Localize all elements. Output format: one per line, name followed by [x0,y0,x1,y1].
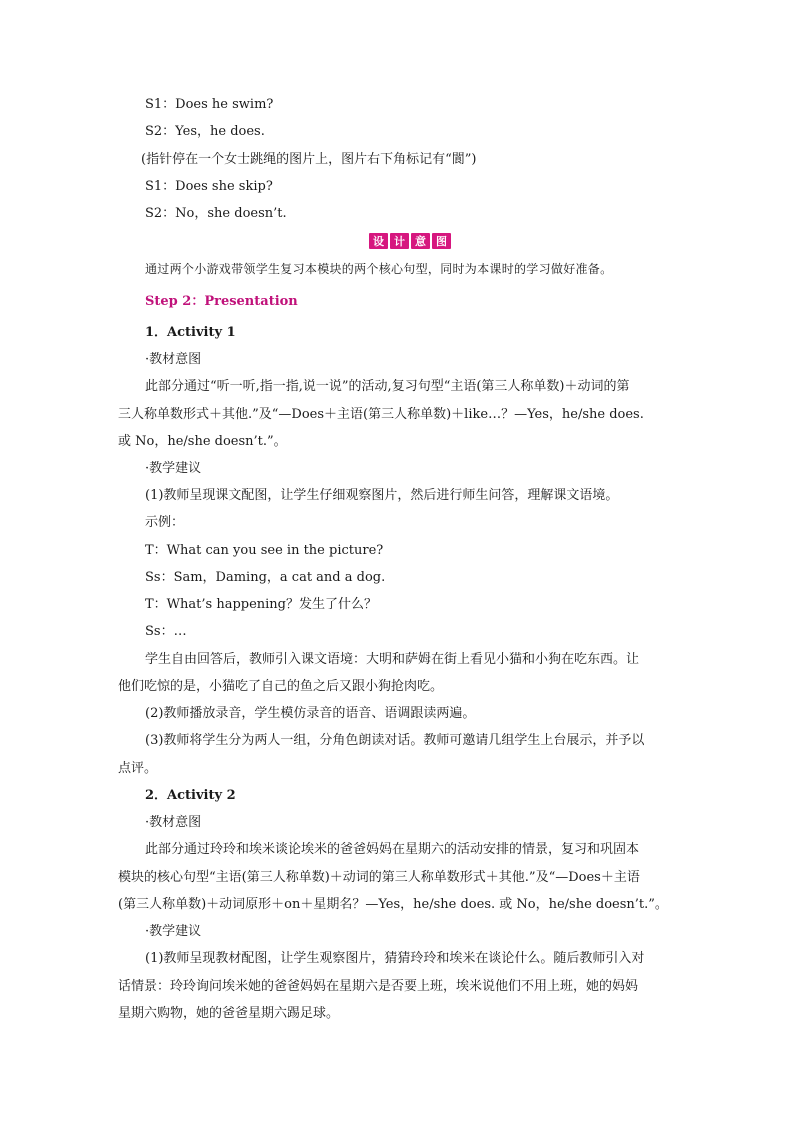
badge-char: 意 [411,233,430,249]
example-label: 示例： [145,515,185,530]
activity-heading: 1．Activity 1 [145,325,236,340]
section-label: ·教材意图 [145,352,202,367]
paragraph-line: 三人称单数形式＋其他.”及“—Does＋主语(第三人称单数)＋like…？—Yes，he/she does. [118,407,644,422]
paragraph-line: 点评。 [118,761,158,776]
dialog-line: S2：No，she doesn’t. [145,206,287,221]
dialog-line: S2：Yes，he does. [145,124,265,139]
stage-note: (指针停在一个女士跳绳的图片上，图片右下角标记有“閬”) [141,152,477,167]
dialog-line: T：What can you see in the picture? [145,543,384,558]
dialog-line: Ss：Sam，Daming，a cat and a dog. [145,570,386,585]
paragraph-line: (第三人称单数)＋动词原形＋on＋星期名？—Yes，he/she does. 或 No，he/she doesn’t.”。 [118,897,668,912]
design-intent-badge [369,233,453,249]
paragraph-line: (1)教师呈现教材配图，让学生观察图片，猜猜玲玲和埃米在谈论什么。随后教师引入对 [145,951,645,966]
design-intent-text: 通过两个小游戏带领学生复习本模块的两个核心句型，同时为本课时的学习做好准备。 [145,262,613,276]
badge-char: 图 [432,233,451,249]
paragraph-line: (3)教师将学生分为两人一组，分角色朗读对话。教师可邀请几组学生上台展示，并予以 [145,733,645,748]
paragraph-line: 他们吃惊的是，小猫吃了自己的鱼之后又跟小狗抢肉吃。 [118,679,444,694]
section-label: ·教学建议 [145,924,202,939]
section-label: ·教学建议 [145,461,202,476]
badge-char: 设 [369,233,388,249]
dialog-line: Ss：… [145,624,187,639]
badge-char: 计 [390,233,409,249]
dialog-line: S1：Does he swim? [145,97,274,112]
paragraph-line: (2)教师播放录音，学生模仿录音的语音、语调跟读两遍。 [145,706,476,721]
dialog-line: S1：Does she skip? [145,179,273,194]
paragraph-line: 此部分通过“听一听,指一指,说一说”的活动,复习句型“主语(第三人称单数)＋动词的第 [145,379,630,394]
paragraph-line: 或 No，he/she doesn’t.”。 [118,434,287,449]
paragraph-line: (1)教师呈现课文配图，让学生仔细观察图片，然后进行师生问答，理解课文语境。 [145,488,619,503]
paragraph-line: 学生自由回答后，教师引入课文语境：大明和萨姆在街上看见小猫和小狗在吃东西。让 [145,652,640,667]
paragraph-line: 星期六购物，她的爸爸星期六踢足球。 [118,1006,340,1021]
dialog-line: T：What’s happening？发生了什么？ [145,597,378,612]
activity-heading: 2．Activity 2 [145,788,236,803]
paragraph-line: 话情景：玲玲询问埃米她的爸爸妈妈在星期六是否要上班，埃米说他们不用上班，她的妈妈 [118,979,639,994]
step-heading: Step 2：Presentation [145,294,298,309]
paragraph-line: 模块的核心句型“主语(第三人称单数)＋动词的第三人称单数形式＋其他.”及“—Does＋主语 [118,870,640,885]
section-label: ·教材意图 [145,815,202,830]
paragraph-line: 此部分通过玲玲和埃米谈论埃米的爸爸妈妈在星期六的活动安排的情景，复习和巩固本 [145,842,640,857]
